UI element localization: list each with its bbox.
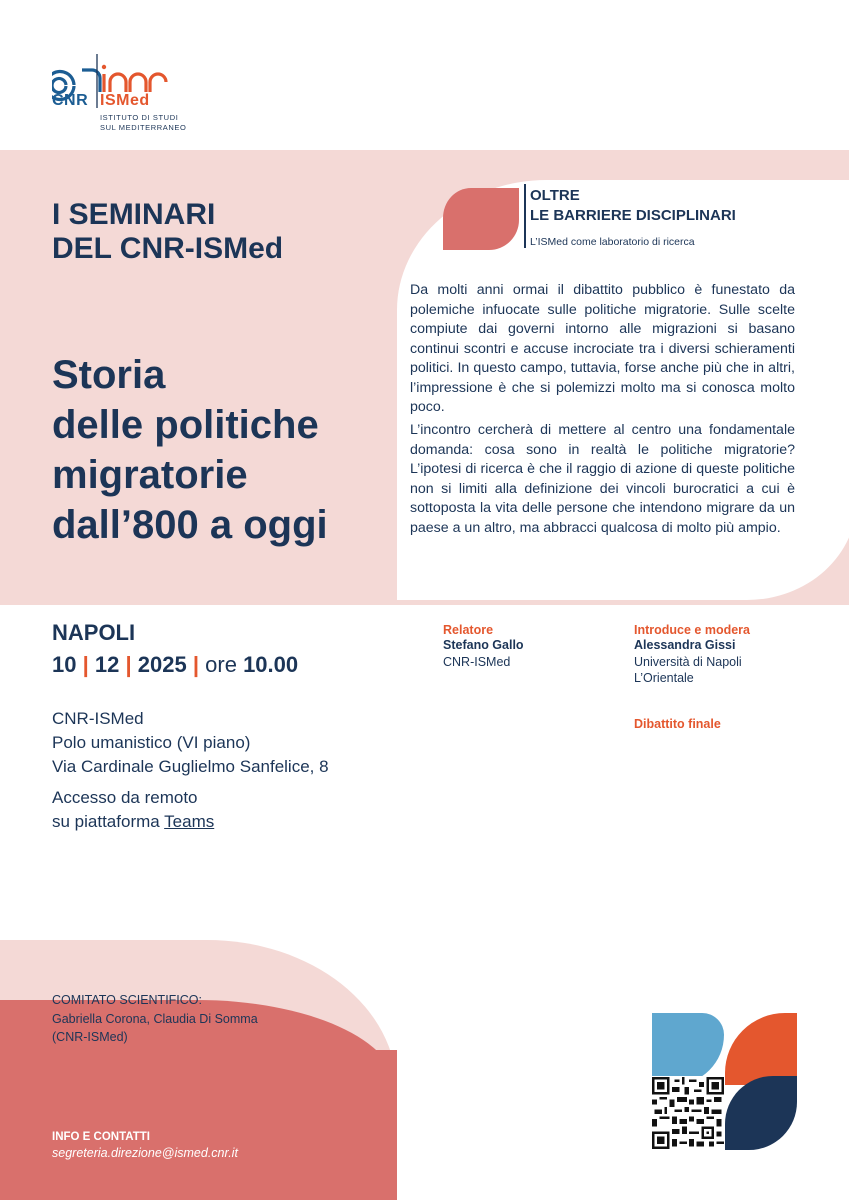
page-title-line: migratorie — [52, 453, 248, 497]
committee-names-line: (CNR-ISMed) — [52, 1030, 128, 1044]
page-title-line: delle politiche — [52, 403, 319, 447]
contact-email-link[interactable]: segreteria.direzione@ismed.cnr.it — [52, 1146, 238, 1160]
venue-line: Polo umanistico (VI piano) — [52, 733, 251, 752]
venue-address: Via Cardinale Guglielmo Sanfelice, 8 — [52, 757, 329, 776]
contacts-label: INFO E CONTATTI — [52, 1131, 150, 1143]
speaker-name: Stefano Gallo — [443, 638, 524, 652]
event-time-prefix: ore — [205, 652, 237, 677]
lower-coral-shape — [0, 1050, 397, 1200]
series-title — [52, 198, 372, 266]
page-title — [52, 350, 392, 550]
logo-subtitle — [100, 113, 186, 133]
committee-names — [52, 1010, 258, 1046]
event-day: 10 — [52, 652, 77, 677]
logo-subtitle-line: SUL MEDITERRANEO — [100, 123, 187, 132]
date-separator: | — [82, 652, 89, 677]
remote-access-line — [52, 810, 214, 834]
qr-code-icon[interactable] — [652, 1076, 724, 1150]
date-separator: | — [125, 652, 132, 677]
moderator-affiliation: L’Orientale — [634, 671, 694, 685]
oltre-decorative-shape — [443, 188, 519, 250]
event-city: NAPOLI — [52, 620, 136, 645]
abstract-paragraph-1: Da molti anni ormai il dibattito pubblico è funestato da polemiche infuocate sulle politiche migratorie. Sulle scelte compiute dai governi intorno alle migrazioni si basano continui scontri e accuse incrociate tra i diversi schieramenti politici. In questo campo, tuttavia, forse anche più che in altri, l’impressione è che si polemizzi molto ma si conosca molto poco. — [410, 282, 795, 415]
remote-platform-prefix: su piattaforma — [52, 812, 160, 831]
page-title-line: dall’800 a oggi — [52, 503, 328, 547]
speaker-affiliation: CNR-ISMed — [443, 655, 511, 669]
program-title-line2: LE BARRIERE DISCIPLINARI — [530, 207, 736, 224]
venue-line: CNR-ISMed — [52, 709, 144, 728]
series-title-line: I SEMINARI — [52, 198, 216, 231]
remote-access-line: Accesso da remoto — [52, 788, 198, 807]
speaker-role-label: Relatore — [443, 623, 494, 637]
page-title-line: Storia — [52, 353, 166, 397]
date-separator: | — [192, 652, 200, 677]
moderator-name: Alessandra Gissi — [634, 638, 736, 652]
series-title-line: DEL CNR-ISMed — [52, 232, 284, 265]
moderator-role-label: Introduce e modera — [634, 623, 750, 637]
event-date — [52, 652, 298, 678]
program-title-line1: OLTRE — [530, 187, 580, 204]
committee-names-line: Gabriella Corona, Claudia Di Somma — [52, 1012, 258, 1026]
moderator-affiliation: Università di Napoli — [634, 655, 742, 669]
teams-link[interactable]: Teams — [164, 812, 215, 831]
event-time: 10.00 — [243, 652, 299, 677]
logo-ismed-text: ISMed — [100, 92, 150, 109]
logo-subtitle-line: ISTITUTO DI STUDI — [100, 113, 179, 122]
abstract-paragraph-2: L’incontro cercherà di mettere al centro una fondamentale domanda: cosa sono in realtà le politiche migratorie? L’ipotesi di ricerca è che il raggio di azione di queste politiche non si limiti alla definizione dei vincoli burocratici a cui è sottoposta la vita delle persone che intendono migrare da un paese a un altro, ma abbracci qualcosa di molto più ampio. — [410, 422, 795, 536]
debate-label: Dibattito finale — [634, 717, 721, 731]
logo-cnr-text: CNR — [52, 92, 89, 109]
event-month: 12 — [94, 652, 120, 677]
committee-label: COMITATO SCIENTIFICO: — [52, 993, 202, 1007]
event-year: 2025 — [137, 652, 187, 677]
program-tagline: L’ISMed come laboratorio di ricerca — [530, 236, 695, 248]
oltre-divider — [524, 184, 526, 248]
